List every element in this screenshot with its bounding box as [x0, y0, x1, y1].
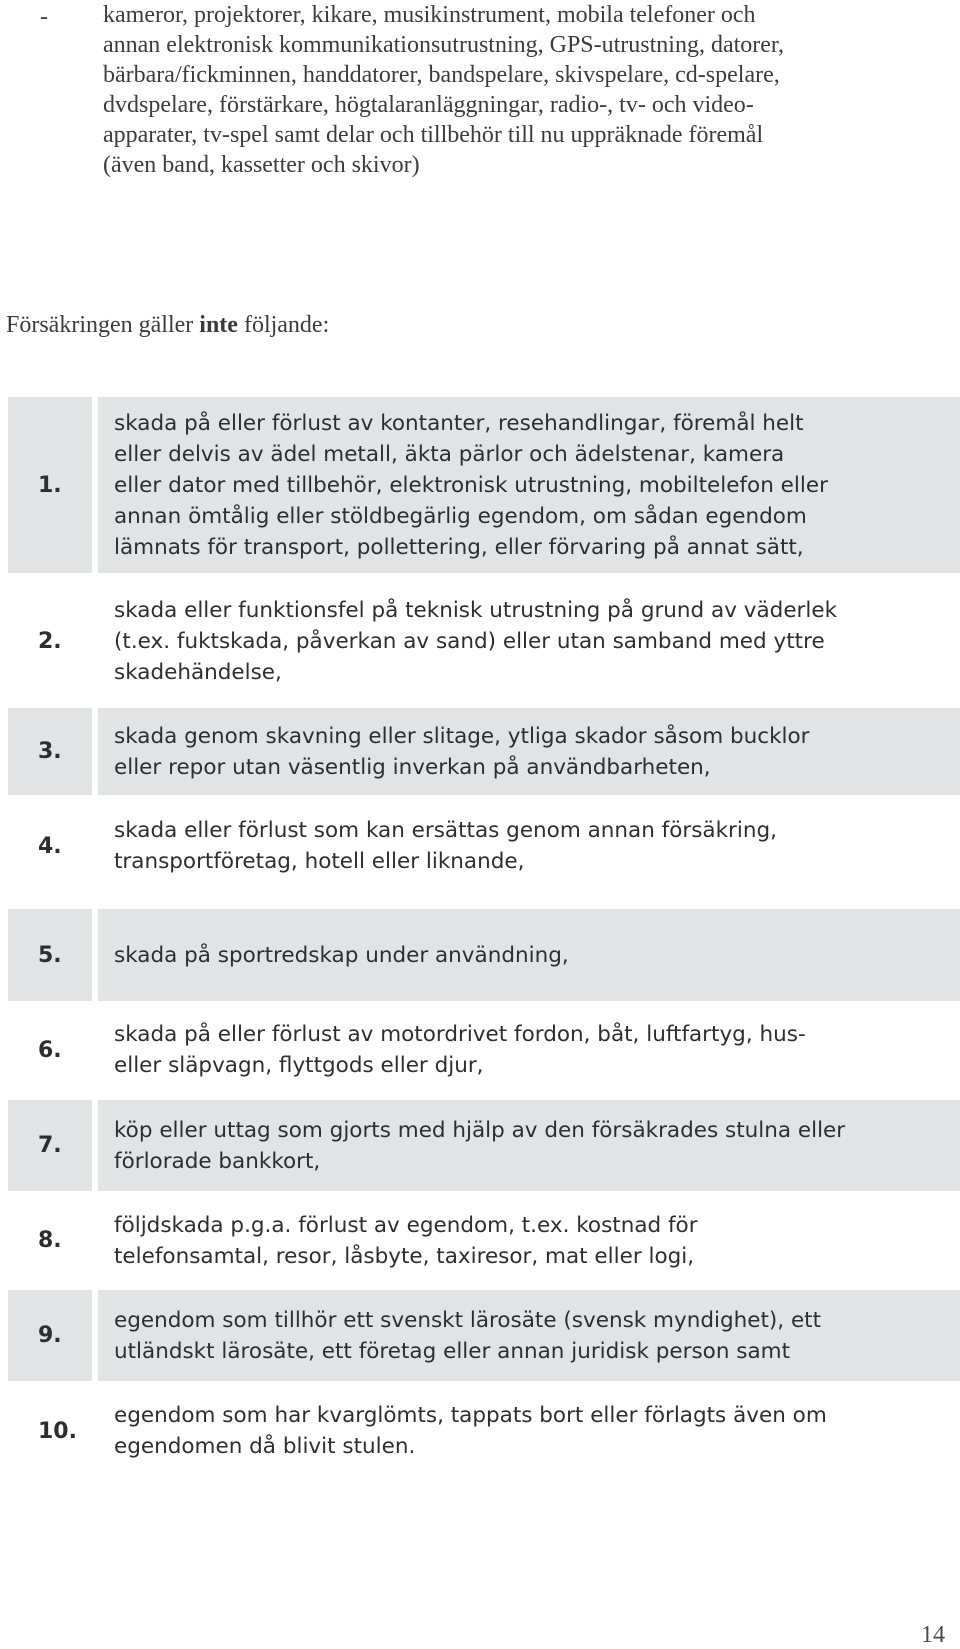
exclusion-row: [8, 1290, 960, 1381]
exclusion-text: [114, 580, 954, 702]
exclusion-number: 10.: [38, 1418, 77, 1444]
exclusion-row: [8, 1197, 960, 1284]
intro-text-after: följande:: [237, 312, 330, 338]
exclusion-text: [114, 397, 954, 573]
exclusion-row: [8, 708, 960, 795]
bullet-line: bärbara/fickminnen, handdatorer, bandspelare, skivspelare, cd-spelare,: [103, 62, 780, 88]
column-divider: [92, 802, 98, 890]
bullet-line: kameror, projektorer, kikare, musikinstrument, mobila telefoner och: [103, 2, 756, 28]
column-divider: [92, 1100, 98, 1191]
column-divider: [92, 1197, 98, 1284]
exclusion-row: [8, 1387, 960, 1475]
exclusion-text: [114, 802, 954, 890]
exclusion-number: 8.: [38, 1228, 62, 1253]
exclusion-number: 4.: [38, 833, 62, 859]
exclusion-line: skada på sportredskap under användning,: [114, 942, 569, 968]
exclusion-row: [8, 1100, 960, 1191]
page-number: 14: [921, 1622, 945, 1648]
exclusion-line: (t.ex. fuktskada, påverkan av sand) eller utan samband med yttre: [114, 628, 825, 654]
exclusion-number: 9.: [38, 1323, 62, 1348]
column-divider: [92, 708, 98, 795]
exclusion-line: transportföretag, hotell eller liknande,: [114, 849, 525, 874]
exclusion-row: [8, 580, 960, 702]
exclusion-line: skadehändelse,: [114, 659, 282, 685]
intro-emphasis: inte: [199, 312, 238, 338]
exclusion-number: 1.: [38, 472, 62, 498]
exclusion-line: skada genom skavning eller slitage, ytliga skador såsom bucklor: [114, 723, 810, 749]
bullet-line: annan elektronisk kommunikationsutrustning, GPS-utrustning, datorer,: [103, 32, 784, 58]
exclusion-line: eller delvis av ädel metall, äkta pärlor och ädelstenar, kamera: [114, 441, 785, 467]
column-divider: [92, 1387, 98, 1475]
column-divider: [92, 909, 98, 1001]
exclusion-line: skada på eller förlust av kontanter, resehandlingar, föremål helt: [114, 410, 804, 436]
exclusion-line: eller repor utan väsentlig inverkan på användbarheten,: [114, 754, 711, 780]
exclusions-intro: [6, 310, 329, 340]
column-divider: [92, 397, 98, 573]
bullet-text: [103, 0, 960, 180]
bullet-dash: -: [40, 4, 48, 30]
exclusion-line: skada eller funktionsfel på teknisk utrustning på grund av väderlek: [114, 597, 838, 623]
exclusion-line: egendom som tillhör ett svenskt lärosäte (svensk myndighet), ett: [114, 1307, 822, 1333]
exclusion-text: [114, 909, 954, 1001]
exclusion-line: lämnats för transport, pollettering, eller förvaring på annat sätt,: [114, 534, 804, 560]
exclusion-line: följdskada p.g.a. förlust av egendom, t.ex. kostnad för: [114, 1212, 698, 1238]
exclusion-line: skada eller förlust som kan ersättas genom annan försäkring,: [114, 818, 777, 843]
exclusion-number: 2.: [38, 628, 62, 654]
column-divider: [92, 580, 98, 702]
exclusion-row: [8, 909, 960, 1001]
exclusion-line: skada på eller förlust av motordrivet fordon, båt, luftfartyg, hus-: [114, 1022, 806, 1047]
column-divider: [92, 1290, 98, 1381]
exclusion-text: [114, 1006, 954, 1094]
exclusion-line: köp eller uttag som gjorts med hjälp av den försäkrades stulna eller: [114, 1117, 846, 1143]
exclusion-text: [114, 1290, 954, 1381]
exclusion-line: annan ömtålig eller stöldbegärlig egendom, om sådan egendom: [114, 503, 807, 529]
bullet-line: (även band, kassetter och skivor): [103, 152, 420, 178]
exclusion-text: [114, 1197, 954, 1284]
exclusion-line: eller dator med tillbehör, elektronisk utrustning, mobiltelefon eller: [114, 472, 828, 498]
exclusion-line: förlorade bankkort,: [114, 1148, 321, 1174]
exclusion-line: egendom som har kvarglömts, tappats bort eller förlagts även om: [114, 1403, 827, 1428]
exclusion-line: utländskt lärosäte, ett företag eller annan juridisk person samt: [114, 1338, 791, 1364]
exclusion-line: egendomen då blivit stulen.: [114, 1434, 416, 1459]
column-divider: [92, 1006, 98, 1094]
exclusion-number: 3.: [38, 739, 62, 764]
exclusion-number: 5.: [38, 942, 62, 968]
exclusion-number: 7.: [38, 1133, 62, 1158]
exclusion-row: [8, 397, 960, 573]
exclusion-line: telefonsamtal, resor, låsbyte, taxiresor, mat eller logi,: [114, 1243, 695, 1269]
exclusion-number: 6.: [38, 1037, 62, 1063]
intro-text-before: Försäkringen gäller: [6, 312, 200, 338]
exclusion-row: [8, 1006, 960, 1094]
exclusion-text: [114, 708, 954, 795]
exclusion-row: [8, 802, 960, 890]
exclusion-text: [114, 1100, 954, 1191]
exclusion-text: [114, 1387, 954, 1475]
exclusion-line: eller släpvagn, flyttgods eller djur,: [114, 1053, 484, 1078]
bullet-line: apparater, tv-spel samt delar och tillbehör till nu uppräknade föremål: [103, 122, 764, 148]
bullet-line: dvdspelare, förstärkare, högtalaranläggningar, radio-, tv- och video-: [103, 92, 754, 118]
